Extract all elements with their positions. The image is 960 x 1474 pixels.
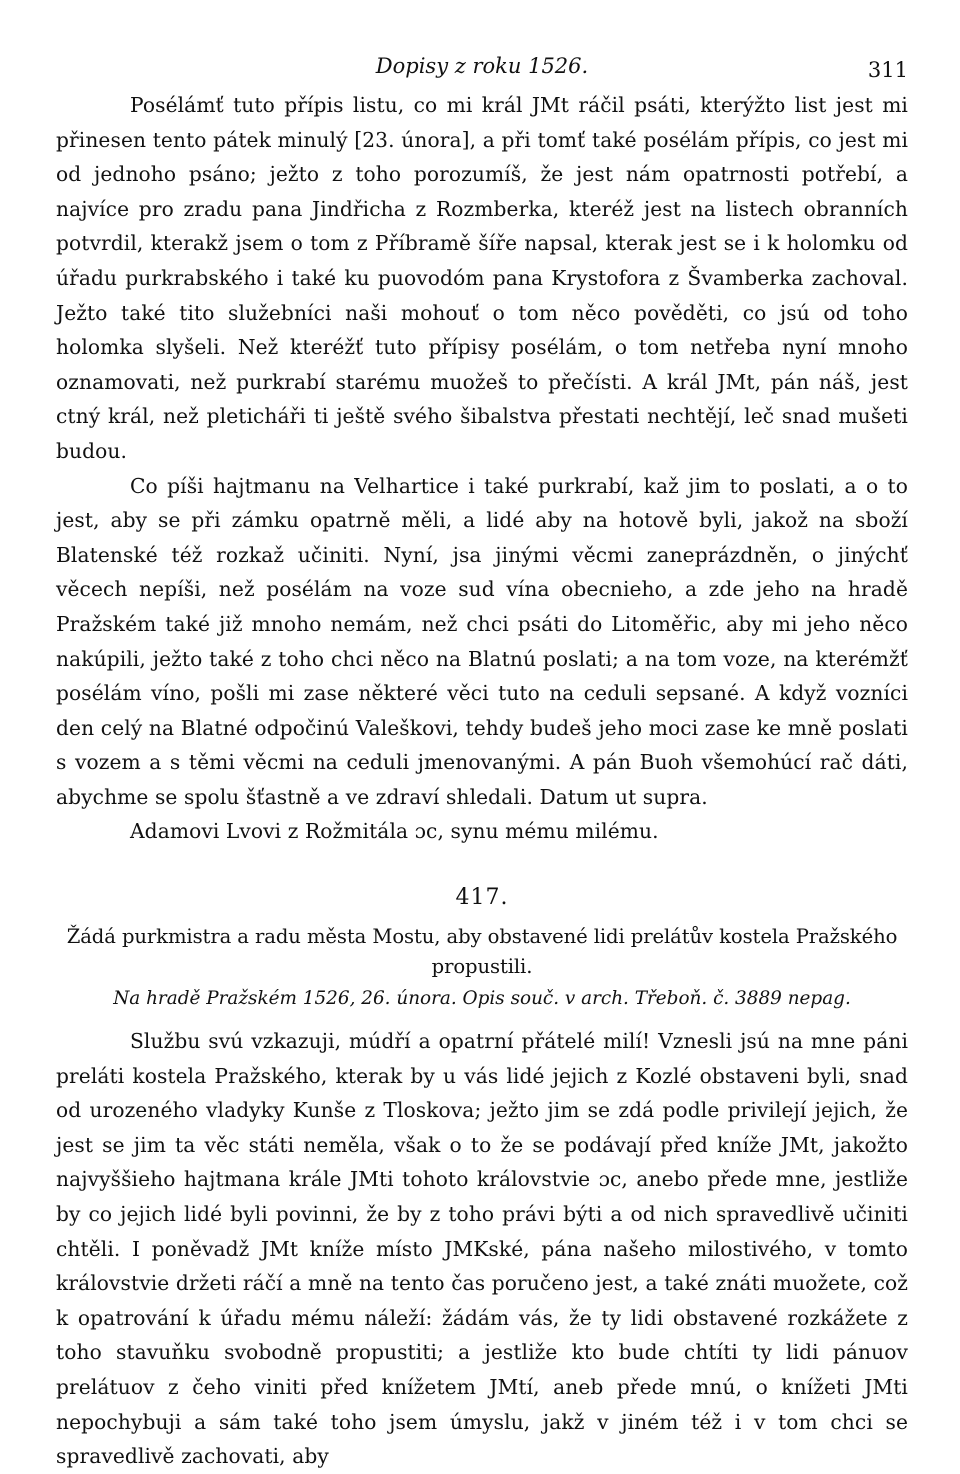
paragraph: Co píši hajtmanu na Velhartice i také purkrabí, kaž jim to poslati, a o to jest, aby se při zámku opatrně měli, a lidé aby na hotově byli, jakož na sboží Blatenské též rozkaž učiniti. Nyní, jsa jinými věcmi zaneprázdněn, o jinýchť věcech nepíši, než posélám na voze sud vína obecnieho, a zde jeho na hradě Pražském také již mnoho nemám, než chci psáti do Litoměřic, aby mi jeho něco nakúpili, ježto také z toho chci něco na Blatnú poslati; a na tom voze, na kterémžť posélám víno, pošli mi zase některé věci tuto na ceduli sepsané. A když vozníci den celý na Blatné odpočinú Valeškovi, tehdy budeš jeho moci zase ke mně poslati s vozem a s těmi věcmi na ceduli jmenovanými. A pán Buoh všemohúcí rač dáti, abychme se spolu šťastně a ve zdraví shledali. Datum ut supra. (56, 473, 908, 809)
running-head (56, 48, 908, 88)
running-title: Dopisy z roku 1526. (375, 54, 589, 78)
paragraph: Posélámť tuto přípis listu, co mi král JMt ráčil psáti, kterýžto list jest mi přinesen tento pátek minulý [23. února], a při tomť také posélám přípis, co jest mi od jednoho psáno; ježto z toho porozumíš, že jest nám opatrnosti potřebí, a najvíce pro zradu pana Jindřicha z Rozmberka, kteréž jest na listech obranních potvrdil, kterakž jsem o tom z Příbramě šíře napsal, kterak jest se i k holomku od úřadu purkrabského i také ku puovodóm pana Krystofora z Švamberka zachoval. Ježto také tito služebníci naši mohouť o tom něco pověděti, co jsú od toho holomka slyšeli. Než kteréžť tuto přípisy posélám, o tom netřeba nyní mnoho oznamovati, než purkrabí starému muožeš to přečísti. A král JMt, pán náš, jest ctný král, než pleticháři ti ještě svého šibalstva přestati nechtějí, leč snad mušeti budou. (56, 93, 908, 463)
letter-source: Na hradě Pražském 1526, 26. února. Opis souč. v arch. Třeboň. č. 3889 nepag. (113, 988, 851, 1010)
letter-417-text (56, 1024, 908, 1474)
page-number: 311 (867, 58, 908, 82)
letter-number: 417. (455, 885, 509, 911)
book-page (56, 48, 908, 1474)
paragraph: Službu svú vzkazuji, múdří a opatrní přátelé milí! Vznesli jsú na mne páni preláti kostela Pražského, kterak by u vás lidé jejich z Kozlé obstaveni byli, snad od urozeného vladyky Kunše z Tloskova; ježto jim se zdá podle privilejí jejich, že jest se jim ta věc státi neměla, však o to že se podávají před kníže JMt, jakožto najvyššieho hajtmana krále JMti tohoto královstvie ɔc, anebo přede mne, jestliže by co jejich lidé byli povinni, že by z toho právi býti a od nich spravedlivě učiniti chtěli. I poněvadž JMt kníže místo JMKské, pána našeho milostivého, v tomto královstvie držeti ráčí a mně na tento čas poručeno jest, a také znáti muožete, což k opatrování k úřadu mému náleží: žádám vás, že ty lidi obstavené rozkážete z toho stavuňku svobodně propustiti; a jestliže kto bude chtíti ty lidi pánuov prelátuov z čeho viniti před knížetem JMtí, aneb přede mnú, o knížeti JMti nepochybuji a sám také toho jsem úmyslu, jakž v jiném též i v tom chci se spravedlivě zachovati, aby (56, 1029, 908, 1469)
letter-summary: Žádá purkmistra a radu města Mostu, aby obstavené lidi prelátův kostela Pražského propustili. (66, 925, 898, 979)
letter-416-continuation (56, 88, 908, 849)
letter-address: Adamovi Lvovi z Rožmitála ɔc, synu mému milému. (130, 819, 659, 844)
